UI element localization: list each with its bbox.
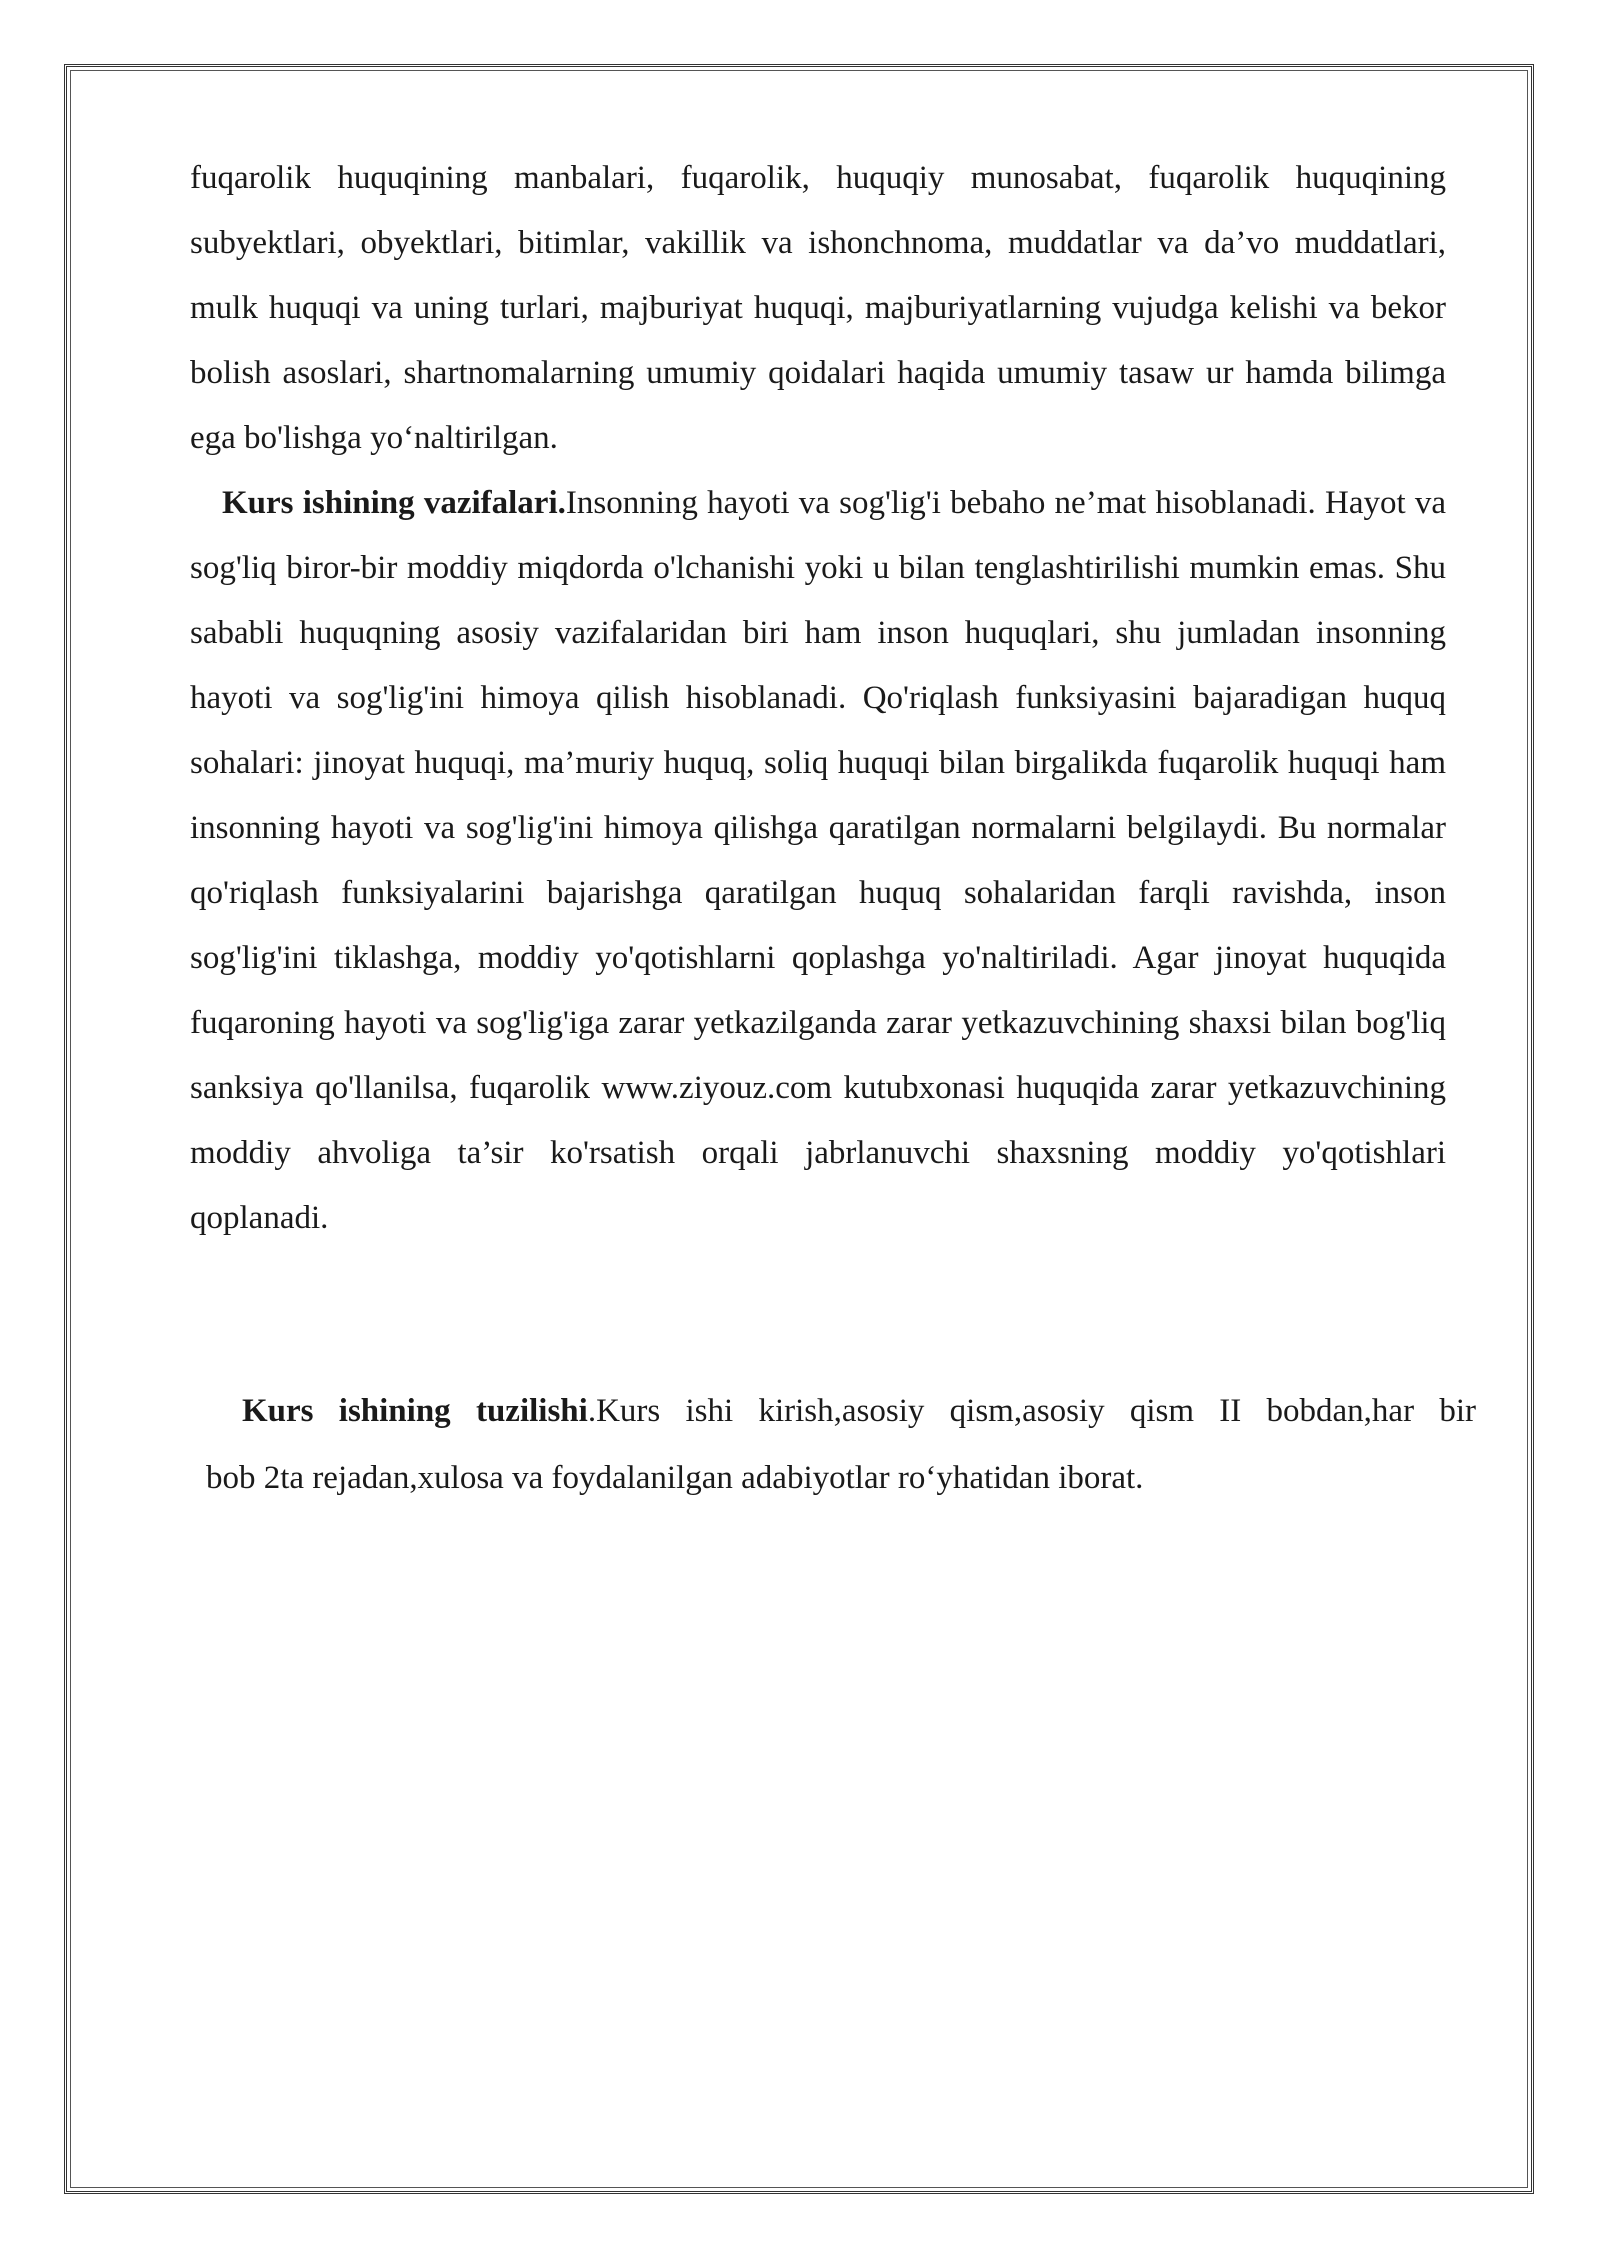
tasks-heading: Kurs ishining vazifalari. — [222, 485, 566, 521]
paragraph-intro: fuqarolik huquqining manbalari, fuqarolik, huquqiy munosabat, fuqarolik huquqining subyektlari, obyektlari, bitimlar, vakillik va ishonchnoma, muddatlar va da’vo muddatlari, mulk huquqi va uning turlari, majburiyat huquqi, majburiyatlarning vujudga kelishi va bekor bolish asoslari, shartnomalarning umumiy qoidalari haqida umumiy tasaw ur hamda bilimga ega bo'lishga yo‘naltirilgan. — [190, 160, 1446, 456]
structure-text-1: .Kurs ishi kirish,asosiy qism,asosiy qism II bobdan,har bir — [587, 1393, 1477, 1429]
document-body — [190, 146, 1446, 1251]
paragraph-structure — [206, 1378, 1476, 1512]
structure-heading: Kurs ishining tuzilishi — [242, 1393, 588, 1429]
structure-line-1 — [206, 1378, 1476, 1445]
paragraph-tasks — [190, 471, 1446, 1251]
structure-line-2: bob 2ta rejadan,xulosa va foydalanilgan adabiyotlar ro‘yhatidan iborat. — [206, 1460, 1144, 1496]
tasks-body: Insonning hayoti va sog'lig'i bebaho ne’mat hisoblanadi. Hayot va sog'liq biror-bir moddiy miqdorda o'lchanishi yoki u bilan tenglashtirilishi mumkin emas. Shu sababli huquqning asosiy vazifalaridan biri ham inson huquqlari, shu jumladan insonning hayoti va sog'lig'ini himoya qilish hisoblanadi. Qo'riqlash funksiyasini bajaradigan huquq sohalari: jinoyat huquqi, ma’muriy huquq, soliq huquqi bilan birgalikda fuqarolik huquqi ham insonning hayoti va sog'lig'ini himoya qilishga qaratilgan normalarni belgilaydi. Bu normalar qo'riqlash funksiyalarini bajarishga qaratilgan huquq sohalaridan farqli ravishda, inson sog'lig'ini tiklashga, moddiy yo'qotishlarni qoplashga yo'naltiriladi. Agar jinoyat huquqida fuqaroning hayoti va sog'lig'iga zarar yetkazilganda zarar yetkazuvchining shaxsi bilan bog'liq sanksiya qo'llanilsa, fuqarolik www.ziyouz.com kutubxonasi huquqida zarar yetkazuvchining moddiy ahvoliga ta’sir ko'rsatish orqali jabrlanuvchi shaxsning moddiy yo'qotishlari qoplanadi. — [190, 485, 1446, 1236]
